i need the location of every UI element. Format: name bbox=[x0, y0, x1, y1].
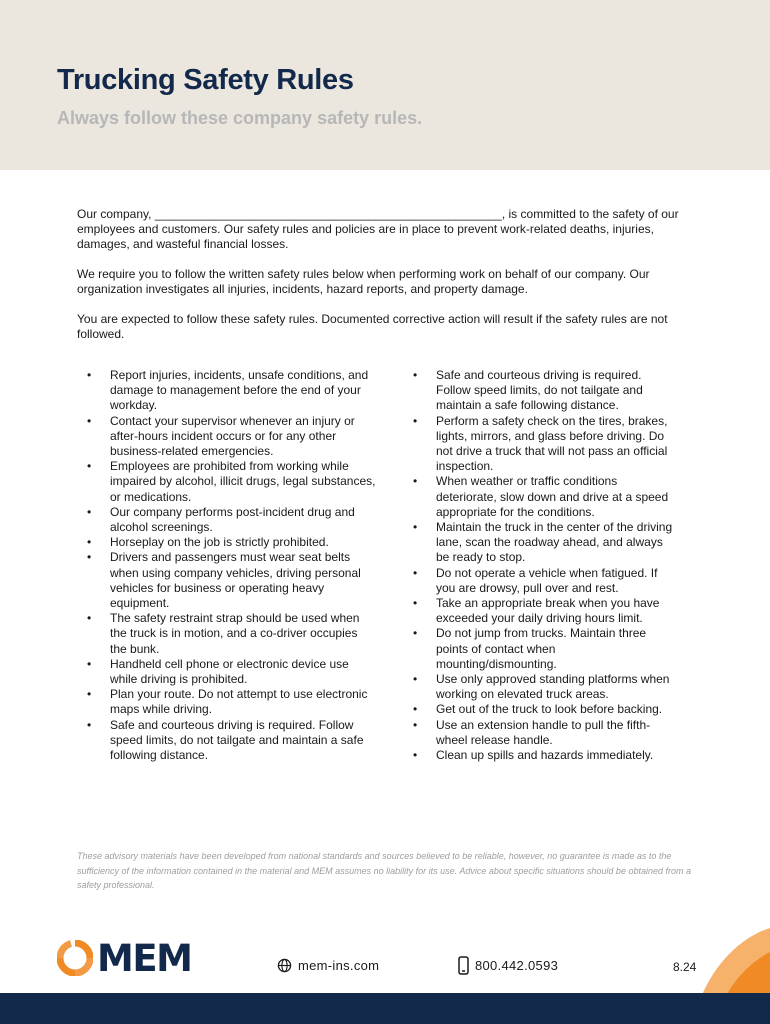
list-item: • Our company performs post-incident drug and alcohol screenings. bbox=[77, 505, 377, 535]
list-item: • Report injuries, incidents, unsafe conditions, and damage to management before the end of your workday. bbox=[77, 368, 377, 414]
list-item: • Employees are prohibited from working while impaired by alcohol, illicit drugs, legal substances, or medications. bbox=[77, 459, 377, 505]
list-item: • Use an extension handle to pull the fifth-wheel release handle. bbox=[403, 718, 673, 748]
globe-icon bbox=[277, 958, 292, 973]
list-item: • Safe and courteous driving is required. Follow speed limits, do not tailgate and maintain a safe following distance. bbox=[77, 718, 377, 764]
logo-wordmark: MEM bbox=[97, 936, 192, 980]
footer-band bbox=[0, 993, 770, 1024]
list-item: • Drivers and passengers must wear seat belts when using company vehicles, driving personal vehicles for business or operating heavy equipment. bbox=[77, 550, 377, 611]
page-subtitle: Always follow these company safety rules. bbox=[57, 108, 423, 128]
safety-rules-list bbox=[77, 368, 705, 763]
list-item: • Use only approved standing platforms when working on elevated truck areas. bbox=[403, 672, 673, 702]
intro-paragraph-1: Our company, ____________________________________________________, is committed to the safety of our employees and customers. Our safety rules and policies are in place to prevent work-related deaths, injuries, damages, and wasteful financial losses. bbox=[77, 207, 679, 251]
list-item: • Take an appropriate break when you have exceeded your daily driving hours limit. bbox=[403, 596, 673, 626]
phone-text: 800.442.0593 bbox=[475, 958, 559, 973]
list-item: • Safe and courteous driving is required. Follow speed limits, do not tailgate and maintain a safe following distance. bbox=[403, 368, 673, 414]
intro-paragraph-3: You are expected to follow these safety rules. Documented corrective action will result if the safety rules are not followed. bbox=[77, 312, 668, 341]
list-item: • The safety restraint strap should be used when the truck is in motion, and a co-driver occupies the bunk. bbox=[77, 611, 377, 657]
website-link[interactable] bbox=[277, 958, 379, 973]
list-item: • Do not jump from trucks. Maintain three points of contact when mounting/dismounting. bbox=[403, 626, 673, 672]
website-text: mem-ins.com bbox=[298, 958, 380, 973]
page-title: Trucking Safety Rules bbox=[57, 64, 354, 96]
list-item: • Maintain the truck in the center of the driving lane, scan the roadway ahead, and always be ready to stop. bbox=[403, 520, 673, 566]
list-item: • Horseplay on the job is strictly prohibited. bbox=[77, 535, 377, 550]
phone-icon bbox=[458, 956, 469, 975]
rules-column-left bbox=[77, 368, 377, 763]
rules-column-right bbox=[403, 368, 673, 763]
list-item: • Get out of the truck to look before backing. bbox=[403, 702, 673, 717]
list-item: • Clean up spills and hazards immediately. bbox=[403, 748, 673, 763]
list-item: • Contact your supervisor whenever an injury or after-hours incident occurs or for any other business-related emergencies. bbox=[77, 414, 377, 460]
intro-section bbox=[77, 207, 705, 357]
mem-logo bbox=[57, 938, 191, 978]
list-item: • Handheld cell phone or electronic device use while driving is prohibited. bbox=[77, 657, 377, 687]
version-label: 8.24 bbox=[673, 960, 697, 974]
list-item: • When weather or traffic conditions deteriorate, slow down and drive at a speed appropriate for the conditions. bbox=[403, 474, 673, 520]
phone-link[interactable] bbox=[458, 956, 558, 975]
mem-logo-icon bbox=[57, 940, 93, 976]
list-item: • Plan your route. Do not attempt to use electronic maps while driving. bbox=[77, 687, 377, 717]
list-item: • Do not operate a vehicle when fatigued. If you are drowsy, pull over and rest. bbox=[403, 566, 673, 596]
list-item: • Perform a safety check on the tires, brakes, lights, mirrors, and glass before driving. Do not drive a truck that will not pass an official inspection. bbox=[403, 414, 673, 475]
intro-paragraph-2: We require you to follow the written safety rules below when performing work on behalf of our company. Our organization investigates all injuries, incidents, hazard reports, and property damage. bbox=[77, 267, 650, 296]
disclaimer: These advisory materials have been developed from national standards and sources believed to be reliable, however, no guarantee is made as to the sufficiency of the information contained in the material and MEM assumes no liability for its use. Advice about specific situations should be obtained from a safety professional. bbox=[77, 851, 691, 890]
